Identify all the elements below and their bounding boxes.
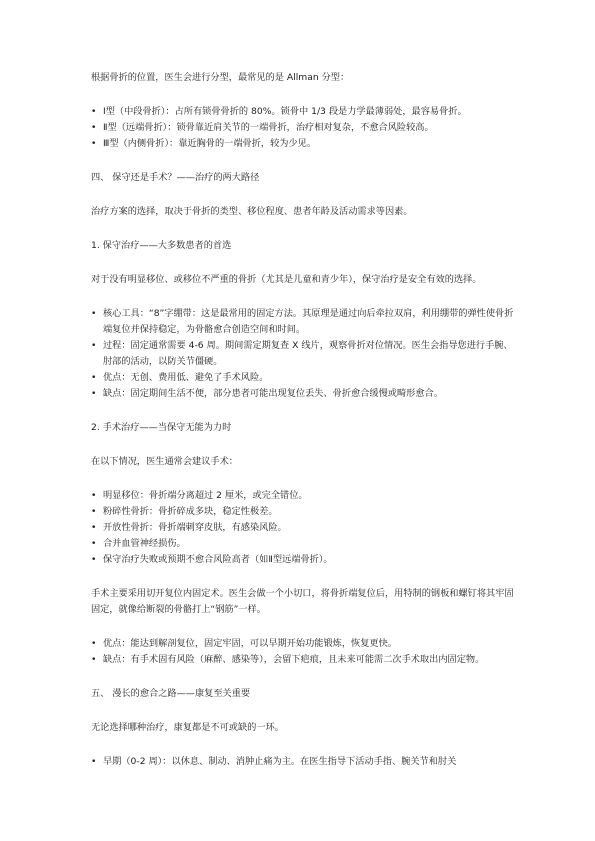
- list-item: [91, 136, 516, 152]
- list-item: [91, 104, 516, 120]
- indication-comminuted: 粉碎性骨折：骨折碎成多块，稳定性极差。: [103, 506, 278, 517]
- list-item: [91, 520, 516, 536]
- document-body: [91, 70, 516, 788]
- allman-type-1: Ⅰ型（中段骨折）：占所有锁骨骨折的 80%。锁骨中 1/3 段是力学最薄弱处，最容易骨折。: [103, 106, 467, 117]
- disadvantages-item: 缺点：固定期间生活不便，部分患者可能出现复位丢失、骨折愈合缓慢或畸形愈合。: [103, 388, 443, 399]
- surgery-method-paragraph: 手术主要采用切开复位内固定术。医生会做一个小切口，将骨折端复位后，用特制的钢板和螺钉将其牢固固定，就像给断裂的骨骼打上“钢筋”一样。: [91, 588, 514, 615]
- list-item: [91, 488, 516, 504]
- conservative-treatment-intro: 对于没有明显移位、或移位不严重的骨折（尤其是儿童和青少年），保守治疗是安全有效的选择。: [91, 274, 482, 285]
- indication-open-fracture: 开放性骨折：骨折端刺穿皮肤，有感染风险。: [103, 522, 287, 533]
- allman-type-2: Ⅱ型（远端骨折）：锁骨靠近肩关节的一端骨折，治疗相对复杂，不愈合风险较高。: [103, 122, 434, 133]
- list-item: [91, 504, 516, 520]
- bullet-marker: •: [91, 538, 97, 549]
- list-item: [91, 306, 516, 338]
- list-item: [91, 552, 516, 568]
- bullet-marker: •: [91, 106, 97, 117]
- bullet-marker: •: [91, 506, 97, 517]
- conservative-treatment-list: [91, 306, 516, 402]
- allman-intro: 根据骨折的位置，医生会进行分型，最常见的是 Allman 分型：: [91, 72, 350, 83]
- list-item: [91, 636, 516, 652]
- bullet-marker: •: [91, 388, 97, 399]
- section-4-heading: 四、 保守还是手术？——治疗的两大路径: [91, 172, 260, 183]
- indication-neurovascular: 合并血管神经损伤。: [103, 538, 186, 549]
- core-tool-item: 核心工具：“8”字绷带：这是最常用的固定方法。其原理是通过向后牵拉双肩，利用绷带的弹性使骨折端复位并保持稳定，为骨骼愈合创造空间和时间。: [103, 308, 514, 335]
- bullet-marker: •: [91, 372, 97, 383]
- conservative-treatment-heading: 1. 保守治疗——大多数患者的首选: [91, 240, 232, 251]
- surgical-treatment-intro: 在以下情况，医生通常会建议手术：: [91, 456, 238, 467]
- bullet-marker: •: [91, 638, 97, 649]
- rehabilitation-list: [91, 754, 516, 770]
- list-item: [91, 386, 516, 402]
- list-item: [91, 370, 516, 386]
- bullet-marker: •: [91, 522, 97, 533]
- list-item: [91, 338, 516, 370]
- list-item: [91, 120, 516, 136]
- list-item: [91, 754, 516, 770]
- section-5-heading: 五、 漫长的愈合之路——康复至关重要: [91, 688, 251, 699]
- bullet-marker: •: [91, 122, 97, 133]
- surgery-disadvantages: 缺点：有手术固有风险（麻醉、感染等），会留下疤痕，且未来可能需二次手术取出内固定物。: [103, 654, 485, 665]
- process-item: 过程：固定通常需要 4-6 周。期间需定期复查 X 线片，观察骨折对位情况。医生会指导您进行手腕、肘部的活动，以防关节僵硬。: [103, 340, 513, 367]
- indication-failed-conservative: 保守治疗失败或预期不愈合风险高者（如Ⅱ型远端骨折）。: [103, 554, 333, 565]
- allman-type-3: Ⅲ型（内侧骨折）：靠近胸骨的一端骨折，较为少见。: [103, 138, 317, 149]
- bullet-marker: •: [91, 554, 97, 565]
- surgical-treatment-heading: 2. 手术治疗——当保守无能为力时: [91, 422, 232, 433]
- section-5-intro: 无论选择哪种治疗，康复都是不可或缺的一环。: [91, 722, 284, 733]
- list-item: [91, 536, 516, 552]
- surgery-pros-cons-list: [91, 636, 516, 668]
- surgery-indications-list: [91, 488, 516, 568]
- section-4-intro: 治疗方案的选择，取决于骨折的类型、移位程度、患者年龄及活动需求等因素。: [91, 206, 413, 217]
- advantages-item: 优点：无创、费用低、避免了手术风险。: [103, 372, 269, 383]
- rehab-early-phase: 早期（0-2 周）：以休息、制动、消肿止痛为主。在医生指导下活动手指、腕关节和肘关: [103, 756, 457, 767]
- list-item: [91, 652, 516, 668]
- bullet-marker: •: [91, 138, 97, 149]
- bullet-marker: •: [91, 308, 97, 319]
- bullet-marker: •: [91, 654, 97, 665]
- bullet-marker: •: [91, 756, 97, 767]
- allman-type-list: [91, 104, 516, 152]
- surgery-advantages: 优点：能达到解剖复位，固定牢固，可以早期开始功能锻炼，恢复更快。: [103, 638, 397, 649]
- bullet-marker: •: [91, 490, 97, 501]
- bullet-marker: •: [91, 340, 97, 351]
- indication-displacement: 明显移位：骨折端分离超过 2 厘米，或完全错位。: [103, 490, 308, 501]
